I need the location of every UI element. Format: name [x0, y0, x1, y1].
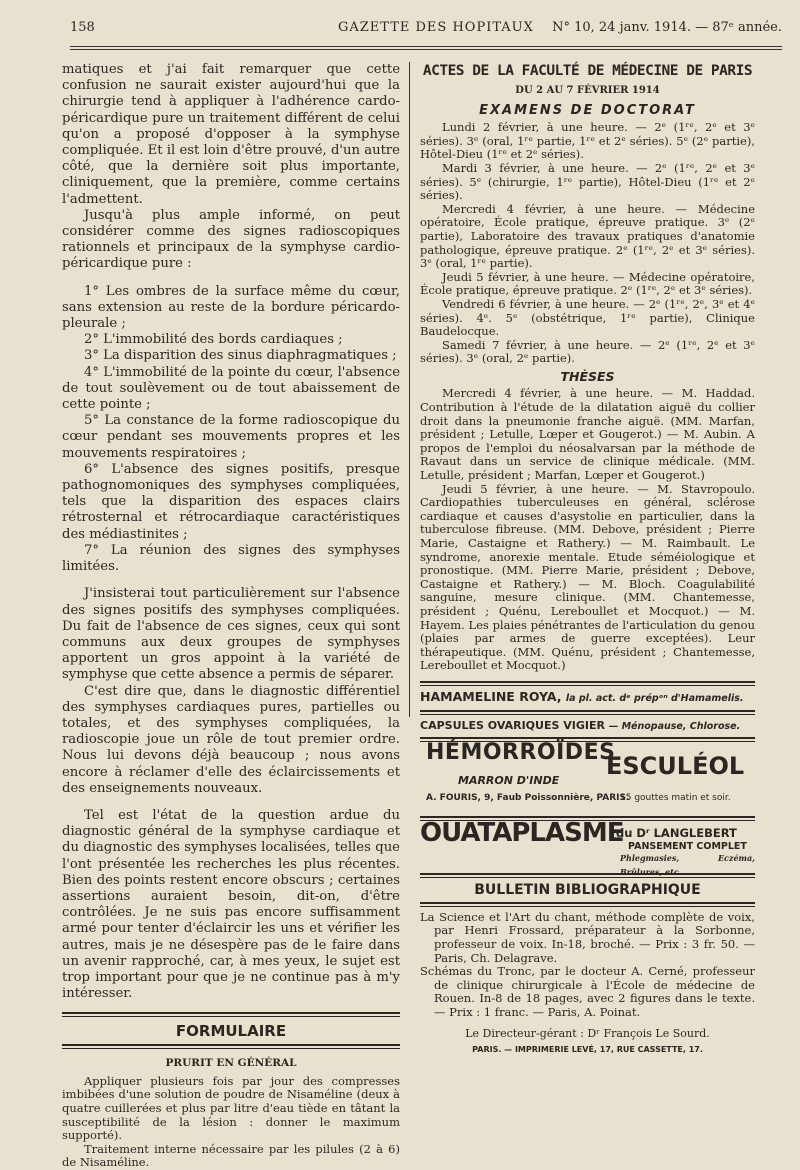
formulaire-subtitle: PRURIT EN GÉNÉRAL — [165, 1056, 297, 1069]
page-number: 158 — [70, 20, 95, 35]
exams-title: EXAMENS DE DOCTORAT — [479, 102, 696, 118]
section-rule — [62, 1044, 400, 1049]
ad-ouataplasme-pansement: PANSEMENT COMPLET — [628, 841, 747, 853]
ad-ouataplasme-uses: Phlegmasies, Eczéma, Brûlures, etc. — [620, 853, 755, 877]
ad-hamameline-text: la pl. act. dᵉ prépᵒⁿ d'Hamamelis. — [565, 692, 744, 704]
ad-esculeol-dose: 15 gouttes matin et soir. — [620, 793, 731, 804]
exam-entry: Samedi 7 février, à une heure. — 2ᵉ (1ʳᵉ, 2ᵉ et 3ᵉ séries). 3ᵉ (oral, 2ᵉ partie). — [420, 337, 755, 366]
header-rule-2 — [70, 49, 782, 50]
ad-ouataplasme — [420, 818, 755, 877]
biblio-title: BULLETIN BIBLIOGRAPHIQUE — [474, 882, 701, 899]
ad-esculeol-name: ESCULÉOL — [606, 752, 745, 781]
paragraph: Jusqu'à plus ample informé, on peut considérer comme des signes radioscopiques rationnels et principaux de la symphyse cardio-péricardique pure : — [62, 207, 400, 272]
page-header — [70, 18, 782, 40]
imprimerie-line: PARIS. — IMPRIMERIE LEVÉ, 17, RUE CASSETTE, 17. — [472, 1045, 703, 1055]
ad-rule — [420, 681, 755, 686]
paragraph: Appliquer plusieurs fois par jour des compresses imbibées d'une solution de poudre de Nisaméline (deux à quatre cuillerées et plus par litre d'eau tiède en tâtant la susceptibilité de la lésion : donner le maximum supporté). — [62, 1073, 400, 1143]
ad-rule — [420, 710, 755, 715]
column-divider — [409, 62, 410, 717]
ad-ouataplasme-name: OUATAPLASME — [420, 818, 624, 849]
exam-entry: Jeudi 5 février, à une heure. — Médecine opératoire, École pratique, épreuve pratique. 2ᵉ (1ʳᵉ, 2ᵉ et 3ᵉ séries). — [420, 269, 755, 298]
faculty-dates: DU 2 AU 7 FÉVRIER 1914 — [515, 85, 660, 96]
paragraph: Traitement interne nécessaire par les pilules (2 à 6) de Nisaméline. — [62, 1141, 400, 1170]
gerant-line: Le Directeur-gérant : Dʳ François Le Sourd. — [465, 1027, 710, 1041]
faculty-title: ACTES DE LA FACULTÉ DE MÉDECINE DE PARIS — [422, 63, 753, 79]
formulaire-title: FORMULAIRE — [175, 1022, 287, 1041]
list-item: 2° L'immobilité des bords cardiaques ; — [84, 332, 343, 348]
paragraph: matiques et j'ai fait remarquer que cette confusion ne saurait exister aujourd'hui que la chirurgie tend à appliquer à l'adhérence cardo-péricardique pure un traitement différent de celui qu'on a proposé d'opposer à la symphyse compliquée. Et il est loin d'être prouvé, d'un autre côté, que la dernière soit plus importante, cliniquement, que la première, comme certains l'admettent. — [62, 62, 400, 207]
ad-esculeol-address: A. FOURIS, 9, Faub Poissonnière, PARIS. — [426, 793, 630, 804]
ad-capsules — [420, 719, 755, 734]
exam-entry: Mardi 3 février, à une heure. — 2ᵉ (1ʳᵉ, 2ᵉ et 3ᵉ séries). 5ᵉ (chirurgie, 1ʳᵉ partie), Hôtel-Dieu (1ʳᵉ et 2ᵉ séries). — [420, 160, 755, 203]
paragraph: J'insisterai tout particulièrement sur l'absence des signes positifs des symphyses compliquées. Du fait de l'absence de ces signes, ceux qui sont communs aux deux groupes de symphyses apportent un gros appoint à la variété de symphyse que cette absence a permis de séparer. — [62, 586, 400, 683]
ad-capsules-name: CAPSULES OVARIQUES VIGIER — [420, 718, 605, 732]
issue-info: N° 10, 24 janv. 1914. — 87ᵉ année. — [552, 20, 782, 35]
thesis-entry: Mercredi 4 février, à une heure. — M. Haddad. Contribution à l'étude de la dilatation aiguë du collier droit dans la pneumonie franche aiguë. (MM. Marfan, président ; Letulle, Lœper et Gougerot.) — M. Aubin. A propos de l'emploi du néosalvarsan par la méthode de Ravaut dans un service de clinique médicale. (MM. Letulle, président ; Marfan, Lœper et Gougerot.) — [420, 386, 755, 483]
journal-title: GAZETTE DES HOPITAUX — [338, 20, 534, 35]
ad-hamameline-name: HAMAMELINE ROYA, — [420, 688, 562, 704]
theses-title: THÈSES — [560, 368, 615, 384]
exam-entry: Vendredi 6 février, à une heure. — 2ᵉ (1ʳᵉ, 2ᵉ, 3ᵉ et 4ᵉ séries). 4ᵉ. 5ᵉ (obstétrique, 1ʳᵉ partie), Clinique Baudelocque. — [420, 296, 755, 339]
list-item: 6° L'absence des signes positifs, presque pathognomoniques des symphyses compliquées, tels que la disparition des espaces clairs rétrosternal et rétrocardiaque caractéristiques des médiastinites ; — [62, 461, 400, 542]
exam-entry: Mercredi 4 février, à une heure. — Médecine opératoire, École pratique, épreuve pratique. 3ᵉ (2ᵉ partie), Laboratoire des travaux pratiques d'anatomie pathologique, épreuve pratique. 2ᵉ (1ʳᵉ, 2ᵉ et 3ᵉ séries). 3ᵉ (oral, 1ʳᵉ partie). — [420, 201, 755, 271]
ad-marron: MARRON D'INDE — [458, 774, 560, 788]
thesis-entry: Jeudi 5 février, à une heure. — M. Stavropoulo. Cardiopathies tuberculeuses en général, sclérose cardiaque et causes d'asystolie en particulier, dans la tuberculose fibreuse. (MM. Debove, président ; Pierre Marie, Castaigne et Rathery.) — M. Raimbault. Le syndrome, anorexie mentale. Etude séméiologique et pronostique. (MM. Pierre Marie, président ; Debove, Castaigne et Rathery.) — M. Bloch. Coagulabilité sanguine, mesure clinique. (MM. Chantemesse, président ; Quénu, Lereboullet et Mocquot.) — M. Hayem. Les plaies pénétrantes de l'articulation du genou (plaies par armes de guerre exceptées). Leur thérapeutique. (MM. Quénu, président ; Chantemesse, Lereboullet et Mocquot.) — [420, 481, 755, 673]
ad-hamameline — [420, 690, 755, 706]
ad-ouataplasme-doctor: du Dʳ LANGLEBERT — [616, 826, 737, 841]
biblio-entry: Schémas du Tronc, par le docteur A. Cerné, professeur de clinique chirurgicale à l'École de médecine de Rouen. In-8 de 18 pages, avec 2 figures dans le texte. — Prix : 1 franc. — Paris, A. Poinat. — [420, 964, 755, 1019]
ad-hemorroides: HÉMORROÏDES — [426, 740, 616, 766]
exam-entry: Lundi 2 février, à une heure. — 2ᵉ (1ʳᵉ, 2ᵉ et 3ᵉ séries). 3ᵉ (oral, 1ʳᵉ partie, 1ʳᵉ et 2ᵉ séries). 5ᵉ (2ᵉ partie), Hôtel-Dieu (1ʳᵉ et 2ᵉ séries). — [420, 120, 755, 162]
list-item: 1° Les ombres de la surface même du cœur, sans extension au reste de la bordure péricardo-pleurale ; — [62, 283, 400, 332]
section-rule — [62, 1012, 400, 1017]
list-item: 4° L'immobilité de la pointe du cœur, l'absence de tout soulèvement ou de tout abaissement de cette pointe ; — [62, 364, 400, 413]
ad-capsules-text: — Ménopause, Chlorose. — [608, 720, 741, 732]
paragraph: C'est dire que, dans le diagnostic différentiel des symphyses cardiaques pures, partielles ou totales, et des symphyses compliquées, la radioscopie joue un rôle de tout premier ordre. Nous lui devons déjà beaucoup ; nous avons encore à réclamer d'elle des éclaircissements et des enseignements nouveaux. — [62, 683, 400, 796]
header-rule — [70, 46, 782, 47]
paragraph: Tel est l'état de la question ardue du diagnostic général de la symphyse cardiaque et du diagnostic des symphyses localisées, telles que l'ont présentée les recherches les plus récentes. Bien des points restent encore obscurs ; certaines assertions auraient besoin, dit-on, d'être contrôlées. Je ne suis pas encore suffisamment armé pour tenter d'éclaircir les uns et vérifier les autres, mais je ne désespère pas de le faire dans un avenir rapproché, car, à mes yeux, le sujet est trop important pour que je ne continue pas à m'y intéresser. — [62, 807, 400, 1002]
list-item: 3° La disparition des sinus diaphragmatiques ; — [84, 348, 397, 364]
list-item: 7° La réunion des signes des symphyses limitées. — [62, 542, 400, 575]
section-rule — [420, 902, 755, 907]
left-column — [62, 62, 400, 1170]
list-item: 5° La constance de la forme radioscopique du cœur pendant ses mouvements propres et les mouvements respiratoires ; — [62, 413, 400, 461]
right-column — [420, 62, 755, 1057]
biblio-entry: La Science et l'Art du chant, méthode complète de voix, par Henri Frossard, préparateur à la Sorbonne, professeur de voix. In-18, broché. — Prix : 3 fr. 50. — Paris, Ch. Delagrave. — [420, 909, 755, 965]
ad-esculeol — [420, 740, 755, 812]
